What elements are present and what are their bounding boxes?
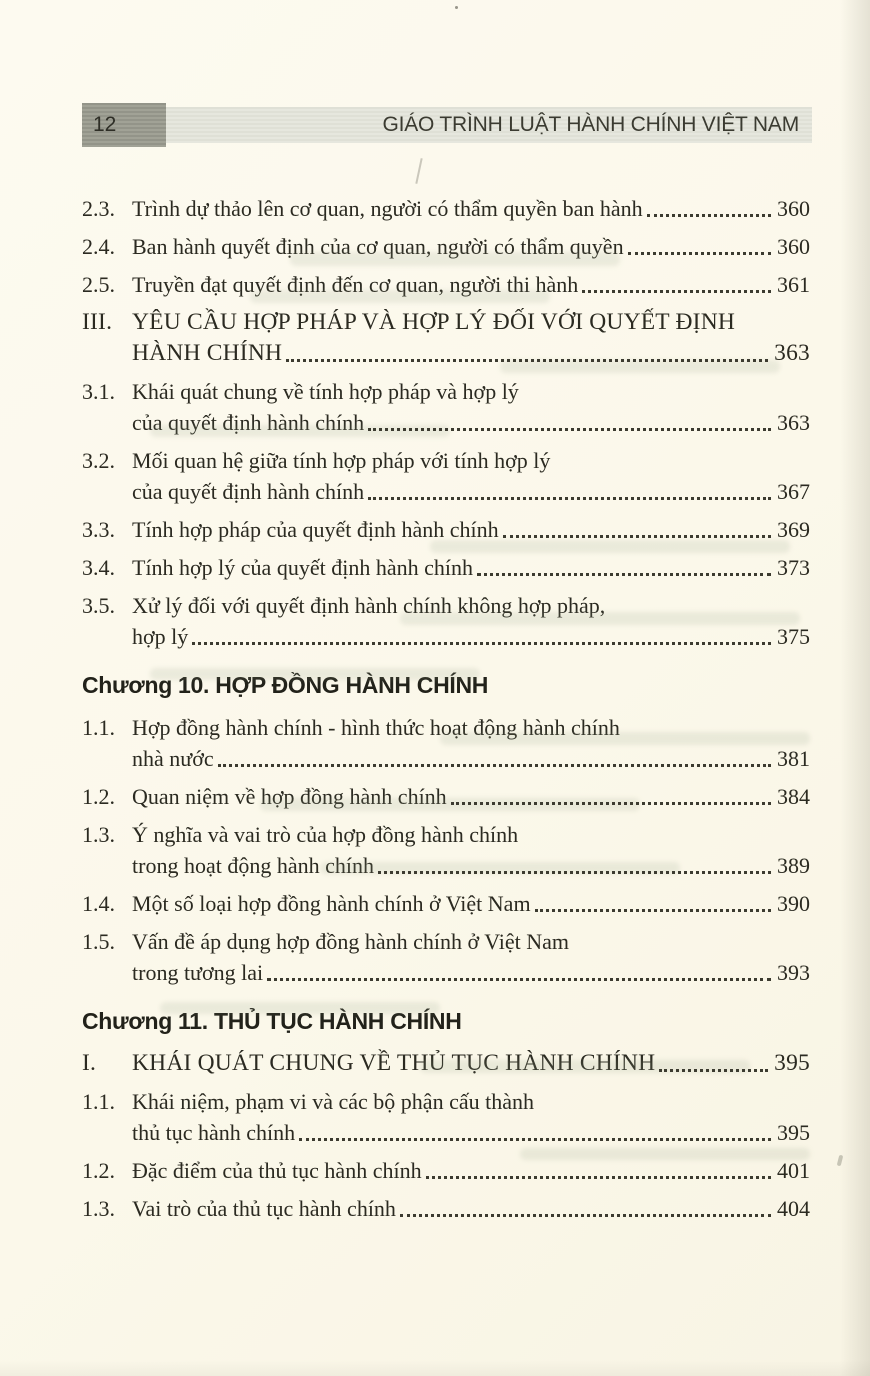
page-bottom-shadow [0, 1360, 870, 1376]
page-header [82, 103, 812, 147]
toc-section-entry [82, 1048, 810, 1079]
entry-title: hợp lý [132, 624, 189, 649]
toc-entry [82, 712, 810, 774]
page-ref: 404 [777, 1196, 810, 1221]
entry-number: 2.4. [82, 234, 115, 259]
entry-title: Xử lý đối với quyết định hành chính không hợp pháp, [132, 593, 606, 618]
entry-number: 3.4. [82, 555, 115, 580]
dot-leader [188, 621, 777, 652]
scan-speck [455, 6, 458, 9]
page-ref: 375 [777, 624, 810, 649]
entry-number: 1.3. [82, 1196, 115, 1221]
entry-number: 1.2. [82, 1158, 115, 1183]
entry-title: trong tương lai [132, 960, 264, 985]
entry-number: 1.2. [82, 784, 115, 809]
dot-leader [422, 1155, 777, 1186]
page-number: 12 [82, 103, 166, 147]
entry-number: 1.1. [82, 715, 115, 740]
entry-title: Ý nghĩa và vai trò của hợp đồng hành chính [132, 822, 519, 847]
entry-title: Đặc điểm của thủ tục hành chính [132, 1158, 422, 1183]
entry-number: 2.5. [82, 272, 115, 297]
entry-title: Một số loại hợp đồng hành chính ở Việt Nam [132, 891, 531, 916]
entry-title: Mối quan hệ giữa tính hợp pháp với tính hợp lý [132, 448, 551, 473]
page-ref: 393 [777, 960, 810, 985]
page-ref: 363 [777, 410, 810, 435]
page-ref: 361 [777, 272, 810, 297]
entry-title: Quan niệm về hợp đồng hành chính [132, 784, 447, 809]
toc-entry [82, 1193, 810, 1224]
dot-leader [263, 957, 777, 988]
entry-number: 3.1. [82, 379, 115, 404]
entry-number: 2.3. [82, 196, 115, 221]
page-ref: 395 [774, 1050, 810, 1076]
dot-leader [578, 269, 777, 300]
entry-title: Ban hành quyết định của cơ quan, người có thẩm quyền [132, 234, 624, 259]
dot-leader [295, 1117, 777, 1148]
toc-entry [82, 376, 810, 438]
toc-entry [82, 269, 810, 300]
page-edge-shadow [840, 0, 870, 1376]
entry-title: HÀNH CHÍNH [132, 340, 283, 366]
page-ref: 363 [774, 340, 810, 366]
entry-number: 3.3. [82, 517, 115, 542]
entry-title: trong hoạt động hành chính [132, 853, 374, 878]
chapter-heading: Chương 10. HỢP ĐỒNG HÀNH CHÍNH [82, 672, 489, 698]
table-of-contents [82, 147, 810, 1224]
dot-leader [473, 552, 777, 583]
entry-title: Tính hợp lý của quyết định hành chính [132, 555, 473, 580]
toc-entry [82, 1086, 810, 1148]
entry-title: KHÁI QUÁT CHUNG VỀ THỦ TỤC HÀNH CHÍNH [132, 1050, 656, 1076]
page-ref: 369 [777, 517, 810, 542]
dot-leader [282, 338, 774, 369]
toc-entry [82, 231, 810, 262]
page-ref: 384 [777, 784, 810, 809]
page-ref: 389 [777, 853, 810, 878]
entry-number: 1.1. [82, 1089, 115, 1114]
entry-title: Tính hợp pháp của quyết định hành chính [132, 517, 499, 542]
page-ref: 395 [777, 1120, 810, 1145]
toc-entry [82, 926, 810, 988]
dot-leader [214, 743, 777, 774]
toc-entry [82, 514, 810, 545]
dot-leader [447, 781, 777, 812]
toc-entry [82, 819, 810, 881]
entry-number: 1.4. [82, 891, 115, 916]
dot-leader [655, 1048, 774, 1079]
dot-leader [364, 476, 777, 507]
toc-entry [82, 590, 810, 652]
dot-leader [374, 850, 777, 881]
entry-title: Vấn đề áp dụng hợp đồng hành chính ở Việt Nam [132, 929, 570, 954]
entry-title: YÊU CẦU HỢP PHÁP VÀ HỢP LÝ ĐỐI VỚI QUYẾT ĐỊNH [132, 309, 736, 335]
page-ref: 360 [777, 196, 810, 221]
dot-leader [499, 514, 777, 545]
entry-title: Truyền đạt quyết định đến cơ quan, người thi hành [132, 272, 579, 297]
page-ref: 381 [777, 746, 810, 771]
running-header-title: GIÁO TRÌNH LUẬT HÀNH CHÍNH VIỆT NAM [166, 107, 812, 143]
chapter-heading: Chương 11. THỦ TỤC HÀNH CHÍNH [82, 1008, 462, 1034]
toc-entry [82, 552, 810, 583]
page-ref: 360 [777, 234, 810, 259]
entry-title: Vai trò của thủ tục hành chính [132, 1196, 396, 1221]
toc-entry [82, 445, 810, 507]
dot-leader [643, 193, 777, 224]
entry-title: của quyết định hành chính [132, 479, 365, 504]
dot-leader [396, 1193, 777, 1224]
entry-title: Khái niệm, phạm vi và các bộ phận cấu thành [132, 1089, 534, 1114]
toc-entry [82, 1155, 810, 1186]
toc-entry [82, 781, 810, 812]
entry-number: I. [82, 1050, 97, 1076]
page-ref: 373 [777, 555, 810, 580]
toc-entry [82, 888, 810, 919]
entry-title: của quyết định hành chính [132, 410, 365, 435]
entry-number: 1.3. [82, 822, 115, 847]
entry-title: Khái quát chung về tính hợp pháp và hợp lý [132, 379, 519, 404]
page-ref: 367 [777, 479, 810, 504]
entry-number: 3.2. [82, 448, 115, 473]
entry-title: Trình dự thảo lên cơ quan, người có thẩm quyền ban hành [132, 196, 643, 221]
entry-title: thủ tục hành chính [132, 1120, 296, 1145]
dot-leader [624, 231, 777, 262]
dot-leader [531, 888, 777, 919]
page-ref: 390 [777, 891, 810, 916]
dot-leader [364, 407, 777, 438]
entry-number: III. [82, 309, 113, 335]
toc-section-entry [82, 307, 810, 369]
entry-title: nhà nước [132, 746, 214, 771]
entry-title: Hợp đồng hành chính - hình thức hoạt động hành chính [132, 715, 620, 740]
scan-speck [837, 1155, 844, 1167]
page-ref: 401 [777, 1158, 810, 1183]
entry-number: 1.5. [82, 929, 115, 954]
toc-entry [82, 193, 810, 224]
entry-number: 3.5. [82, 593, 115, 618]
